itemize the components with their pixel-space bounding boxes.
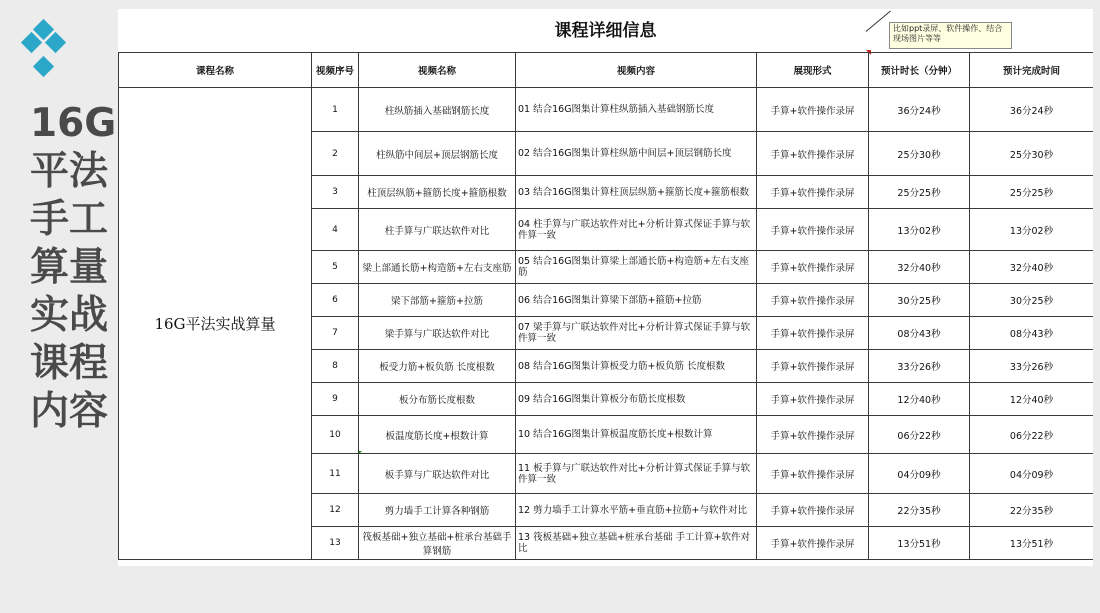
cell-name[interactable]: 板手算与广联达软件对比: [359, 454, 516, 494]
cell-no[interactable]: 8: [312, 350, 359, 383]
sheet-title: 课程详细信息: [554, 21, 657, 41]
cell-done[interactable]: 33分26秒: [970, 350, 1094, 383]
cell-done[interactable]: 06分22秒: [970, 416, 1094, 454]
cell-form[interactable]: 手算+软件操作录屏: [757, 88, 869, 132]
side-title-line: 16G: [30, 101, 117, 146]
cell-done[interactable]: 25分25秒: [970, 176, 1094, 209]
cell-name[interactable]: 柱纵筋中间层+顶层钢筋长度: [359, 132, 516, 176]
cell-no[interactable]: 5: [312, 251, 359, 284]
cell-form[interactable]: 手算+软件操作录屏: [757, 416, 869, 454]
cell-form[interactable]: 手算+软件操作录屏: [757, 132, 869, 176]
cell-name[interactable]: 梁手算与广联达软件对比: [359, 317, 516, 350]
cell-form[interactable]: 手算+软件操作录屏: [757, 454, 869, 494]
cell-duration[interactable]: 32分40秒: [869, 251, 970, 284]
cell-form[interactable]: 手算+软件操作录屏: [757, 494, 869, 527]
cell-done[interactable]: 04分09秒: [970, 454, 1094, 494]
header-duration[interactable]: 预计时长（分钟）: [869, 53, 970, 88]
cell-form[interactable]: 手算+软件操作录屏: [757, 350, 869, 383]
cell-no[interactable]: 2: [312, 132, 359, 176]
cell-duration[interactable]: 13分51秒: [869, 527, 970, 560]
cell-name[interactable]: 板受力筋+板负筋 长度根数: [359, 350, 516, 383]
header-video-no[interactable]: 视频序号: [312, 53, 359, 88]
cell-form[interactable]: 手算+软件操作录屏: [757, 317, 869, 350]
cell-name[interactable]: 柱纵筋插入基础钢筋长度: [359, 88, 516, 132]
cell-name[interactable]: 筏板基础+独立基础+桩承台基础手算钢筋: [359, 527, 516, 560]
cell-form[interactable]: 手算+软件操作录屏: [757, 251, 869, 284]
cell-form[interactable]: 手算+软件操作录屏: [757, 284, 869, 317]
cell-name[interactable]: 剪力墙手工计算各种钢筋: [359, 494, 516, 527]
cell-no[interactable]: 12: [312, 494, 359, 527]
side-title-line: 课程: [30, 341, 109, 386]
cell-content[interactable]: 04 柱手算与广联达软件对比+分析计算式保证手算与软件算一致: [516, 209, 757, 251]
cell-form[interactable]: 手算+软件操作录屏: [757, 209, 869, 251]
cell-content[interactable]: 10 结合16G图集计算板温度筋长度+根数计算: [516, 416, 757, 454]
side-title-line: 算量: [30, 245, 109, 290]
cell-content[interactable]: 11 板手算与广联达软件对比+分析计算式保证手算与软件算一致: [516, 454, 757, 494]
cell-content[interactable]: 03 结合16G图集计算柱顶层纵筋+箍筋长度+箍筋根数: [516, 176, 757, 209]
cell-content[interactable]: 08 结合16G图集计算板受力筋+板负筋 长度根数: [516, 350, 757, 383]
cell-content[interactable]: 05 结合16G图集计算梁上部通长筋+构造筋+左右支座筋: [516, 251, 757, 284]
cell-duration[interactable]: 36分24秒: [869, 88, 970, 132]
cell-no[interactable]: 10: [312, 416, 359, 454]
cell-duration[interactable]: 06分22秒: [869, 416, 970, 454]
cell-done[interactable]: 25分30秒: [970, 132, 1094, 176]
cell-done[interactable]: 32分40秒: [970, 251, 1094, 284]
header-done-time[interactable]: 预计完成时间: [970, 53, 1094, 88]
cell-done[interactable]: 12分40秒: [970, 383, 1094, 416]
spreadsheet: [118, 9, 1093, 566]
cell-form[interactable]: 手算+软件操作录屏: [757, 176, 869, 209]
cell-done[interactable]: 36分24秒: [970, 88, 1094, 132]
cell-comment-note: 比如ppt录屏、软件操作、结合现场图片等等: [889, 22, 1012, 49]
cell-done[interactable]: 08分43秒: [970, 317, 1094, 350]
cell-duration[interactable]: 12分40秒: [869, 383, 970, 416]
cell-duration[interactable]: 25分25秒: [869, 176, 970, 209]
cell-name[interactable]: 柱顶层纵筋+箍筋长度+箍筋根数: [359, 176, 516, 209]
cell-no[interactable]: 4: [312, 209, 359, 251]
side-title-line: 手工: [30, 197, 109, 242]
cell-content[interactable]: 01 结合16G图集计算柱纵筋插入基础钢筋长度: [516, 88, 757, 132]
course-table: [118, 52, 1093, 560]
cell-duration[interactable]: 04分09秒: [869, 454, 970, 494]
cell-content[interactable]: 09 结合16G图集计算板分布筋长度根数: [516, 383, 757, 416]
cell-name[interactable]: 梁上部通长筋+构造筋+左右支座筋: [359, 251, 516, 284]
cell-form[interactable]: 手算+软件操作录屏: [757, 527, 869, 560]
cell-content[interactable]: 07 梁手算与广联达软件对比+分析计算式保证手算与软件算一致: [516, 317, 757, 350]
cell-name[interactable]: 梁下部筋+箍筋+拉筋: [359, 284, 516, 317]
cell-duration[interactable]: 33分26秒: [869, 350, 970, 383]
side-title-line: 平法: [30, 149, 109, 194]
cell-name[interactable]: 板分布筋长度根数: [359, 383, 516, 416]
side-title-line: 内容: [30, 389, 109, 434]
cell-no[interactable]: 11: [312, 454, 359, 494]
cell-done[interactable]: 13分51秒: [970, 527, 1094, 560]
course-name-cell[interactable]: 16G平法实战算量: [119, 88, 312, 560]
table-header-row: [119, 53, 1094, 88]
cell-no[interactable]: 1: [312, 88, 359, 132]
side-title-line: 实战: [30, 293, 109, 338]
cell-name[interactable]: 柱手算与广联达软件对比: [359, 209, 516, 251]
cell-no[interactable]: 6: [312, 284, 359, 317]
cell-content[interactable]: 06 结合16G图集计算梁下部筋+箍筋+拉筋: [516, 284, 757, 317]
side-title: [30, 100, 120, 436]
cell-duration[interactable]: 30分25秒: [869, 284, 970, 317]
cell-no[interactable]: 9: [312, 383, 359, 416]
cell-name[interactable]: 板温度筋长度+根数计算: [359, 416, 516, 454]
header-video-name[interactable]: 视频名称: [359, 53, 516, 88]
cell-done[interactable]: 30分25秒: [970, 284, 1094, 317]
cell-content[interactable]: 12 剪力墙手工计算水平筋+垂直筋+拉筋+与软件对比: [516, 494, 757, 527]
cell-done[interactable]: 22分35秒: [970, 494, 1094, 527]
cell-duration[interactable]: 08分43秒: [869, 317, 970, 350]
cell-duration[interactable]: 22分35秒: [869, 494, 970, 527]
brand-logo-icon: [22, 22, 66, 80]
cell-form[interactable]: 手算+软件操作录屏: [757, 383, 869, 416]
cell-content[interactable]: 02 结合16G图集计算柱纵筋中间层+顶层钢筋长度: [516, 132, 757, 176]
table-row: [119, 88, 1094, 132]
header-presentation[interactable]: 展现形式: [757, 53, 869, 88]
cell-no[interactable]: 7: [312, 317, 359, 350]
cell-no[interactable]: 3: [312, 176, 359, 209]
header-video-content[interactable]: 视频内容: [516, 53, 757, 88]
header-course-name[interactable]: 课程名称: [119, 53, 312, 88]
cell-done[interactable]: 13分02秒: [970, 209, 1094, 251]
cell-content[interactable]: 13 筏板基础+独立基础+桩承台基础 手工计算+软件对比: [516, 527, 757, 560]
cell-duration[interactable]: 25分30秒: [869, 132, 970, 176]
cell-no[interactable]: 13: [312, 527, 359, 560]
cell-duration[interactable]: 13分02秒: [869, 209, 970, 251]
